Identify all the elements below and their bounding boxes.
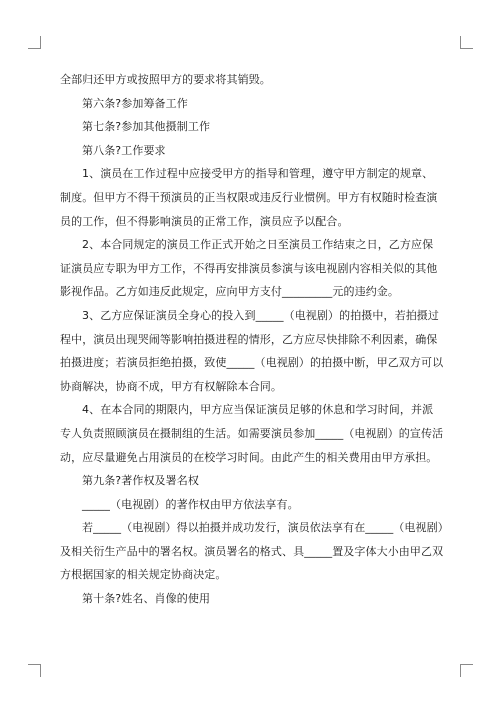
paragraph: _____（电视剧）的著作权由甲方依法享有。 [82, 497, 299, 511]
article-heading: 第八条?工作要求 [82, 143, 166, 157]
crop-mark-bottom-left [28, 664, 41, 677]
crop-mark-bottom-right [460, 664, 473, 677]
paragraph: 4、在本合同的期限内，甲方应当保证演员足够的休息和学习时间，并派专人负责照顾演员在摄制组的生活。如需要演员参加_____（电视剧）的宣传活动，应尽量避免占用演员的在校学习时间。由此产生的相关费用由甲方承担。 [60, 403, 444, 464]
crop-mark-top-right [460, 36, 473, 49]
article-heading: 第七条?参加其他摄制工作 [82, 120, 211, 134]
crop-mark-top-left [28, 36, 41, 49]
paragraph: 1、演员在工作过程中应接受甲方的指导和管理，遵守甲方制定的规章、制度。但甲方不得干预演员的正当权限或违反行业惯例。甲方有权随时检查演员的工作，但不得影响演员的正常工作，演员应予以配合。 [60, 167, 438, 228]
paragraph: 2、本合同规定的演员工作正式开始之日至演员工作结束之日，乙方应保证演员应专职为甲方工作，不得再安排演员参演与该电视剧内容相关似的其他影视作品。乙方如违反此规定，应向甲方支付_________元的违约金。 [60, 238, 438, 299]
document-body [60, 68, 444, 611]
paragraph: 3、乙方应保证演员全身心的投入到_____（电视剧）的拍摄中，若拍摄过程中，演员出现哭闹等影响拍摄进程的情形，乙方应尽快排除不利因素，确保拍摄进度；若演员拒绝拍摄，致使_____（电视剧）的拍摄中断，甲乙双方可以协商解决，协商不成，甲方有权解除本合同。 [60, 308, 444, 393]
paragraph: 全部归还甲方或按照甲方的要求将其销毁。 [60, 73, 271, 86]
article-heading: 第九条?著作权及署名权 [82, 474, 199, 488]
article-heading: 第六条?参加筹备工作 [82, 96, 188, 110]
article-heading: 第十条?姓名、肖像的使用 [82, 592, 211, 606]
paragraph: 若_____（电视剧）得以拍摄并成功发行，演员依法享有在_____（电视剧）及相关衍生产品中的署名权。演员署名的格式、具_____置及字体大小由甲乙双方根据国家的相关规定协商决定。 [60, 521, 444, 582]
